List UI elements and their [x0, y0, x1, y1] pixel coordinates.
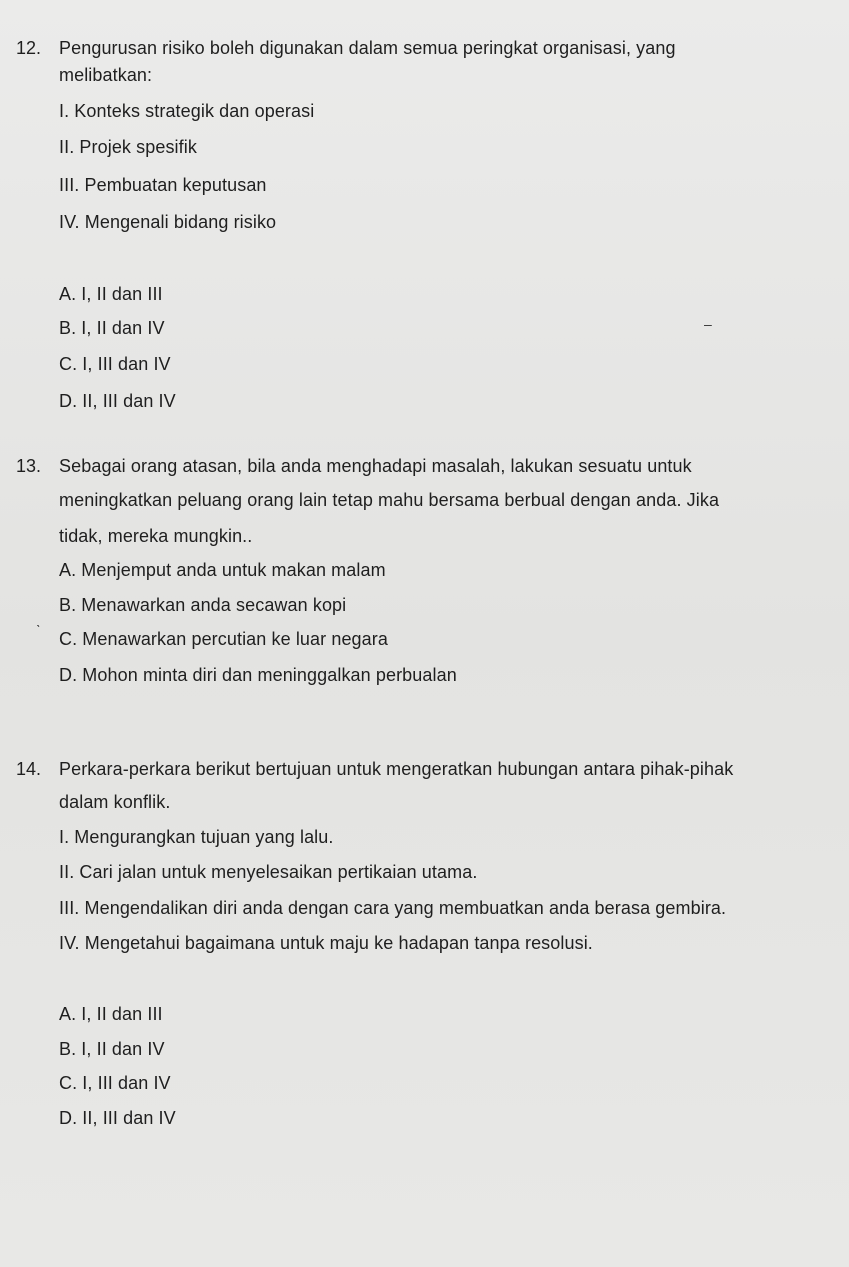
question-12-statement-3: III. Pembuatan keputusan — [59, 175, 267, 195]
stray-mark-icon: ˋ — [36, 622, 41, 638]
question-13-option-c: C. Menawarkan percutian ke luar negara — [59, 629, 388, 649]
question-13-stem-line-1: Sebagai orang atasan, bila anda menghadapi masalah, lakukan sesuatu untuk — [59, 456, 692, 476]
question-14-option-c: C. I, III dan IV — [59, 1073, 171, 1093]
question-13-stem-line-3: tidak, mereka mungkin.. — [59, 526, 253, 546]
question-13-option-b: B. Menawarkan anda secawan kopi — [59, 595, 347, 615]
question-12-option-b: B. I, II dan IV — [59, 318, 165, 338]
question-12-option-d: D. II, III dan IV — [59, 391, 176, 411]
question-14-option-a: A. I, II dan III — [59, 1004, 163, 1024]
question-14-stem-line-1: Perkara-perkara berikut bertujuan untuk mengeratkan hubungan antara pihak-pihak — [59, 759, 734, 779]
pen-mark-icon: ‒ — [704, 316, 712, 332]
question-13-number: 13. — [16, 456, 42, 476]
question-12-statement-4: IV. Mengenali bidang risiko — [59, 212, 277, 232]
question-14-statement-1: I. Mengurangkan tujuan yang lalu. — [59, 827, 334, 847]
question-12-option-a: A. I, II dan III — [59, 284, 163, 304]
question-14-option-d: D. II, III dan IV — [59, 1108, 176, 1128]
question-12-stem-line-2: melibatkan: — [59, 65, 153, 85]
question-12-statement-1: I. Konteks strategik dan operasi — [59, 101, 315, 121]
question-12-stem-line-1: Pengurusan risiko boleh digunakan dalam semua peringkat organisasi, yang — [59, 38, 676, 58]
question-14-option-b: B. I, II dan IV — [59, 1039, 165, 1059]
question-14-statement-4: IV. Mengetahui bagaimana untuk maju ke hadapan tanpa resolusi. — [59, 933, 593, 953]
question-12-option-c: C. I, III dan IV — [59, 354, 171, 374]
question-14-stem-line-2: dalam konflik. — [59, 792, 171, 812]
question-13-option-a: A. Menjemput anda untuk makan malam — [59, 560, 386, 580]
question-14-statement-2: II. Cari jalan untuk menyelesaikan pertikaian utama. — [59, 862, 478, 882]
question-13-stem-line-2: meningkatkan peluang orang lain tetap mahu bersama berbual dengan anda. Jika — [59, 490, 720, 510]
question-13-option-d: D. Mohon minta diri dan meninggalkan perbualan — [59, 665, 457, 685]
question-12-number: 12. — [16, 38, 42, 58]
question-14-statement-3: III. Mengendalikan diri anda dengan cara yang membuatkan anda berasa gembira. — [59, 898, 727, 918]
question-12-statement-2: II. Projek spesifik — [59, 137, 197, 157]
question-14-number: 14. — [16, 759, 42, 779]
